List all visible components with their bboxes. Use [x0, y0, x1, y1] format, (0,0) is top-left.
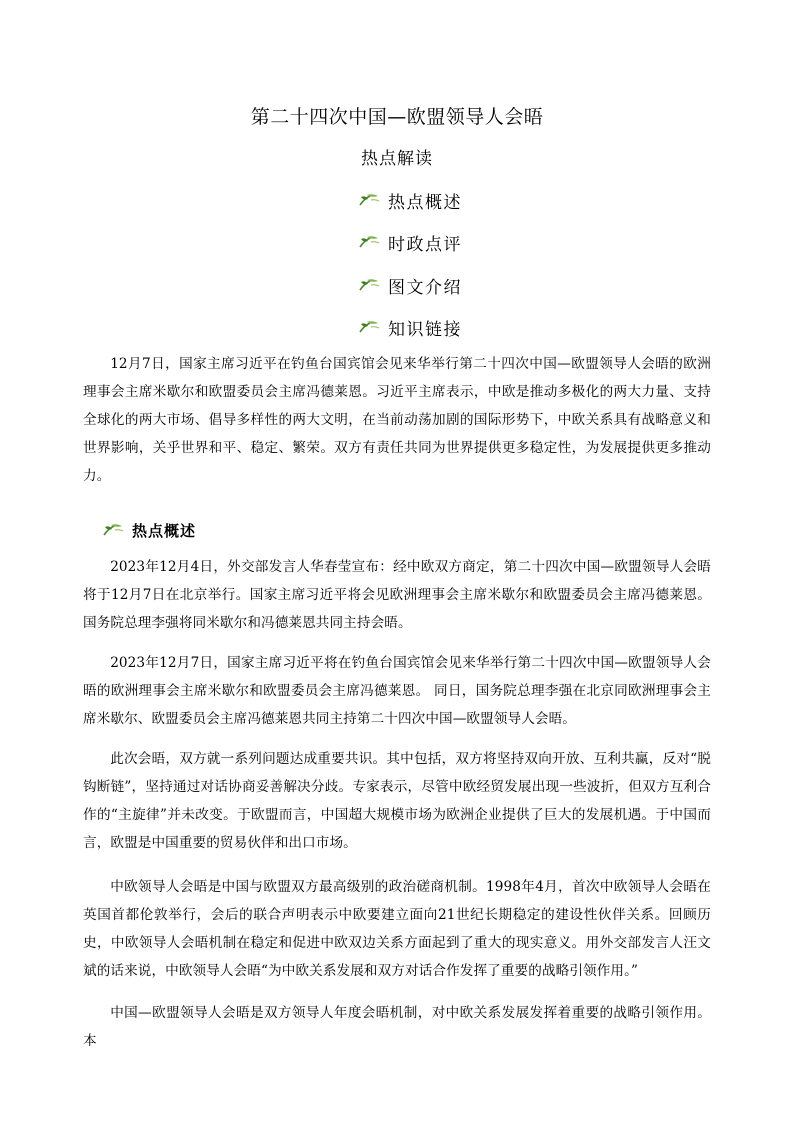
intro-paragraph: 12月7日，国家主席习近平在钓鱼台国宾馆会见来华举行第二十四次中国—欧盟领导人会晤的欧洲理事会主席米歇尔和欧盟委员会主席冯德莱恩。习近平主席表示，中欧是推动多极化的两大力量、支持全球化的两大市场、倡导多样性的两大文明，在当前动荡加剧的国际形势下，中欧关系具有战略意义和世界影响，关乎世界和平、稳定、繁荣。双方有责任共同为世界提供更多稳定性，为发展提供更多推动力。: [83, 356, 711, 484]
body-paragraph: 2023年12月4日，外交部发言人华春莹宣布：经中欧双方商定，第二十四次中国—欧盟领导人会晤将于12月7日在北京举行。国家主席习近平将会见欧洲理事会主席米歇尔和欧盟委员会主席冯德莱恩。国务院总理李强将同米歇尔和冯德莱恩共同主持会晤。: [83, 559, 711, 631]
leaf-icon: [358, 193, 380, 207]
toc-item-knowledge: [358, 314, 462, 340]
section-heading-label: 热点概述: [132, 521, 197, 540]
toc-label: 热点概述: [388, 192, 462, 213]
toc-item-commentary: [358, 229, 462, 255]
toc-label: 时政点评: [388, 234, 462, 255]
body-paragraph: 中国—欧盟领导人会晤是双方领导人年度会晤机制，对中欧关系发展发挥着重要的战略引领作用。本: [83, 1005, 711, 1049]
leaf-icon: [358, 235, 380, 249]
body-paragraph: 此次会晤，双方就一系列问题达成重要共识。其中包括，双方将坚持双向开放、互利共赢，反对“脱钩断链”，坚持通过对话协商妥善解决分歧。专家表示，尽管中欧经贸发展出现一些波折，但双方互利合作的“主旋律”并未改变。于欧盟而言，中国超大规模市场为欧洲企业提供了巨大的发展机遇。于中国而言，欧盟是中国重要的贸易伙伴和出口市场。: [83, 751, 711, 851]
document-subtitle: 热点解读: [361, 149, 433, 169]
toc-label: 知识链接: [388, 319, 462, 340]
toc-item-overview: [358, 187, 462, 213]
body-paragraph: 2023年12月7日，国家主席习近平将在钓鱼台国宾馆会见来华举行第二十四次中国—欧盟领导人会晤的欧洲理事会主席米歇尔和欧盟委员会主席冯德莱恩。 同日，国务院总理李强在北京同欧洲理事会主席米歇尔、欧盟委员会主席冯德莱恩共同主持第二十四次中国—欧盟领导人会晤。: [83, 655, 711, 727]
leaf-icon: [102, 523, 124, 537]
toc-label: 图文介绍: [388, 277, 462, 298]
leaf-icon: [358, 278, 380, 292]
document-title: 第二十四次中国—欧盟领导人会晤: [250, 106, 544, 128]
leaf-icon: [358, 320, 380, 334]
section-heading: [102, 517, 196, 543]
toc-item-illustrated: [358, 272, 462, 298]
body-paragraph: 中欧领导人会晤是中国与欧盟双方最高级别的政治磋商机制。1998年4月，首次中欧领导人会晤在英国首都伦敦举行，会后的联合声明表示中欧要建立面向21世纪长期稳定的建设性伙伴关系。回顾历史，中欧领导人会晤机制在稳定和促进中欧双边关系方面起到了重大的现实意义。用外交部发言人汪文斌的话来说，中欧领导人会晤“为中欧关系发展和双方对话合作发挥了重要的战略引领作用。”: [83, 879, 711, 979]
